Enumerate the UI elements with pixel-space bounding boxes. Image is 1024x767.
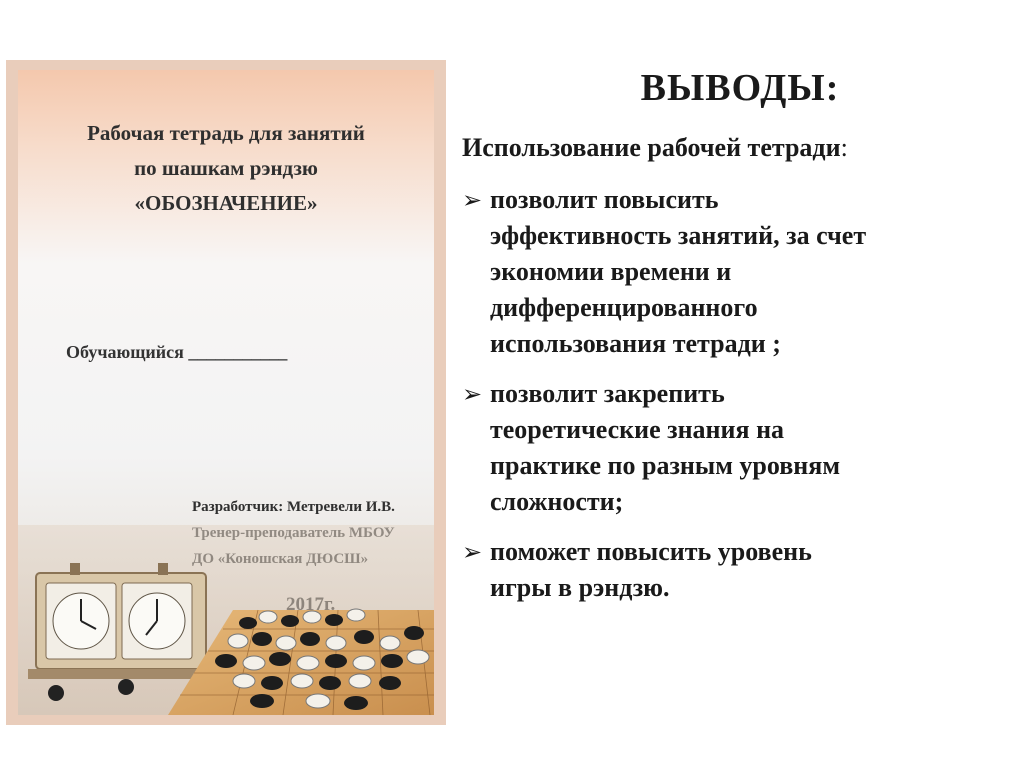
cover-title [18, 116, 434, 221]
bullet-line: сложности; [490, 487, 624, 516]
bullet-line: использования тетради ; [490, 329, 781, 358]
cover-title-line: Рабочая тетрадь для занятий [87, 121, 365, 145]
bullet-line: игры в рэндзю. [490, 573, 670, 602]
bullet-line: позволит повысить [490, 185, 719, 214]
bullet-line: экономии времени и [490, 257, 732, 286]
cover-author-line: Разработчик: Метревели И.В. [192, 499, 395, 515]
cover-title-line: «ОБОЗНАЧЕНИЕ» [134, 191, 318, 215]
renju-board-photo [18, 525, 434, 715]
subheading-text: Использование рабочей тетради [462, 133, 841, 162]
bullet-line: практике по разным уровням [490, 451, 841, 480]
bullet-line: теоретические знания на [490, 415, 785, 444]
conclusion-list [462, 182, 1022, 620]
cover-page [18, 70, 434, 715]
list-item [462, 534, 1022, 606]
cover-title-line: по шашкам рэндзю [134, 156, 318, 180]
cover-student-label: Обучающийся ___________ [66, 342, 288, 362]
list-item [462, 182, 1022, 362]
list-item [462, 376, 1022, 520]
bullet-line: эффективность занятий, за счет [490, 221, 867, 250]
arrow-bullet-icon: ➢ [462, 186, 483, 214]
slide-heading: ВЫВОДЫ: [640, 67, 840, 109]
arrow-bullet-icon: ➢ [462, 538, 483, 566]
subheading-colon: : [840, 133, 848, 162]
workbook-cover-image [6, 60, 446, 725]
bullet-line: поможет повысить уровень [490, 537, 812, 566]
slide-subheading [462, 133, 848, 163]
bullet-line: дифференцированного [490, 293, 758, 322]
bullet-line: позволит закрепить [490, 379, 725, 408]
arrow-bullet-icon: ➢ [462, 380, 483, 408]
